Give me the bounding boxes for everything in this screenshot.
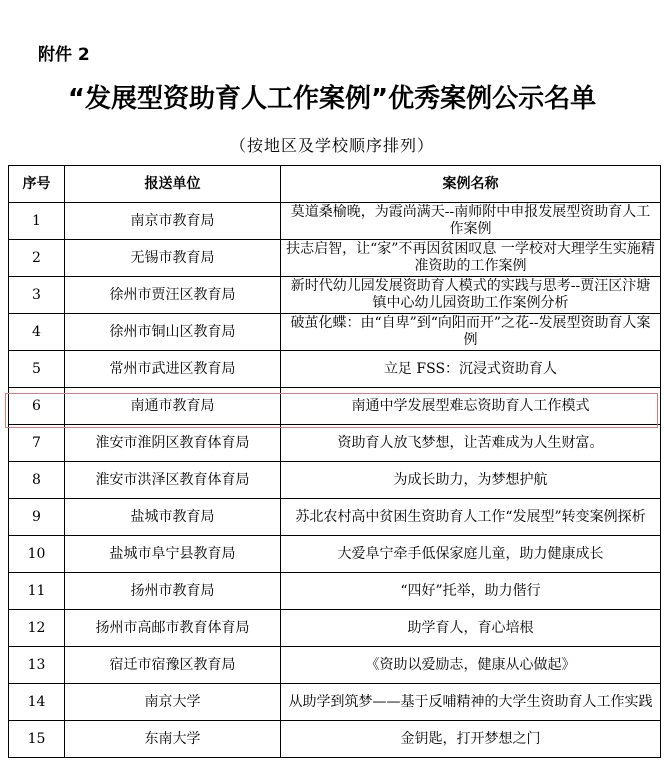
cell-unit: 无锡市教育局 [65,240,281,277]
cell-case: 资助育人放飞梦想，让苦难成为人生财富。 [281,425,661,462]
cases-table [8,165,661,758]
table-row [9,203,661,240]
cell-no: 4 [9,314,65,351]
cell-unit: 南通市教育局 [65,388,281,425]
table-row [9,425,661,462]
table-row [9,351,661,388]
column-header-unit: 报送单位 [65,166,281,203]
cell-unit: 宿迁市宿豫区教育局 [65,647,281,684]
table-row [9,462,661,499]
table-row [9,573,661,610]
table-row [9,721,661,758]
table-row [9,388,661,425]
column-header-case: 案例名称 [281,166,661,203]
cell-unit: 常州市武进区教育局 [65,351,281,388]
cell-unit: 扬州市教育局 [65,573,281,610]
table-row [9,536,661,573]
attachment-label: 附件 2 [38,45,90,65]
cell-case: 扶志启智，让“家”不再因贫困叹息 一学校对大理学生实施精准资助的工作案例 [281,240,661,277]
cell-no: 1 [9,203,65,240]
cell-unit: 徐州市贾汪区教育局 [65,277,281,314]
cell-unit: 淮安市洪泽区教育体育局 [65,462,281,499]
cell-no: 3 [9,277,65,314]
table-header-row [9,166,661,203]
cell-case: 破茧化蝶：由“自卑”到“向阳而开”之花--发展型资助育人案例 [281,314,661,351]
column-header-no: 序号 [9,166,65,203]
table-body [9,203,661,758]
cell-case: 大爱阜宁牵手低保家庭儿童，助力健康成长 [281,536,661,573]
cell-unit: 南京市教育局 [65,203,281,240]
cell-case: 从助学到筑梦——基于反哺精神的大学生资助育人工作实践 [281,684,661,721]
cell-case: 助学育人，育心培根 [281,610,661,647]
cell-case: 金钥匙，打开梦想之门 [281,721,661,758]
cell-unit: 徐州市铜山区教育局 [65,314,281,351]
table-row [9,314,661,351]
cell-unit: 南京大学 [65,684,281,721]
cell-unit: 扬州市高邮市教育体育局 [65,610,281,647]
table-row [9,684,661,721]
cell-no: 11 [9,573,65,610]
table-row [9,499,661,536]
table-row [9,647,661,684]
cell-no: 12 [9,610,65,647]
cell-no: 8 [9,462,65,499]
cell-unit: 淮安市淮阴区教育体育局 [65,425,281,462]
cell-no: 10 [9,536,65,573]
document-title: “发展型资助育人工作案例”优秀案例公示名单 [67,84,597,114]
cell-case: 苏北农村高中贫困生资助育人工作“发展型”转变案例探析 [281,499,661,536]
cell-case: 为成长助力，为梦想护航 [281,462,661,499]
cell-no: 2 [9,240,65,277]
cell-case: 《资助以爱励志，健康从心做起》 [281,647,661,684]
cell-no: 14 [9,684,65,721]
cell-no: 5 [9,351,65,388]
document-subtitle: （按地区及学校顺序排列） [229,136,434,155]
table-row [9,240,661,277]
cell-case: 新时代幼儿园发展资助育人模式的实践与思考--贾汪区汴塘镇中心幼儿园资助工作案例分析 [281,277,661,314]
cell-no: 9 [9,499,65,536]
cell-case: 南通中学发展型难忘资助育人工作模式 [281,388,661,425]
cell-no: 6 [9,388,65,425]
cell-unit: 盐城市阜宁县教育局 [65,536,281,573]
cell-unit: 盐城市教育局 [65,499,281,536]
cell-no: 15 [9,721,65,758]
cell-no: 7 [9,425,65,462]
table-row [9,277,661,314]
cell-no: 13 [9,647,65,684]
cell-unit: 东南大学 [65,721,281,758]
cell-case: 莫道桑榆晚，为霞尚满天--南师附中申报发展型资助育人工作案例 [281,203,661,240]
cell-case: 立足 FSS：沉浸式资助育人 [281,351,661,388]
cell-case: “四好”托举，助力偕行 [281,573,661,610]
table-row [9,610,661,647]
